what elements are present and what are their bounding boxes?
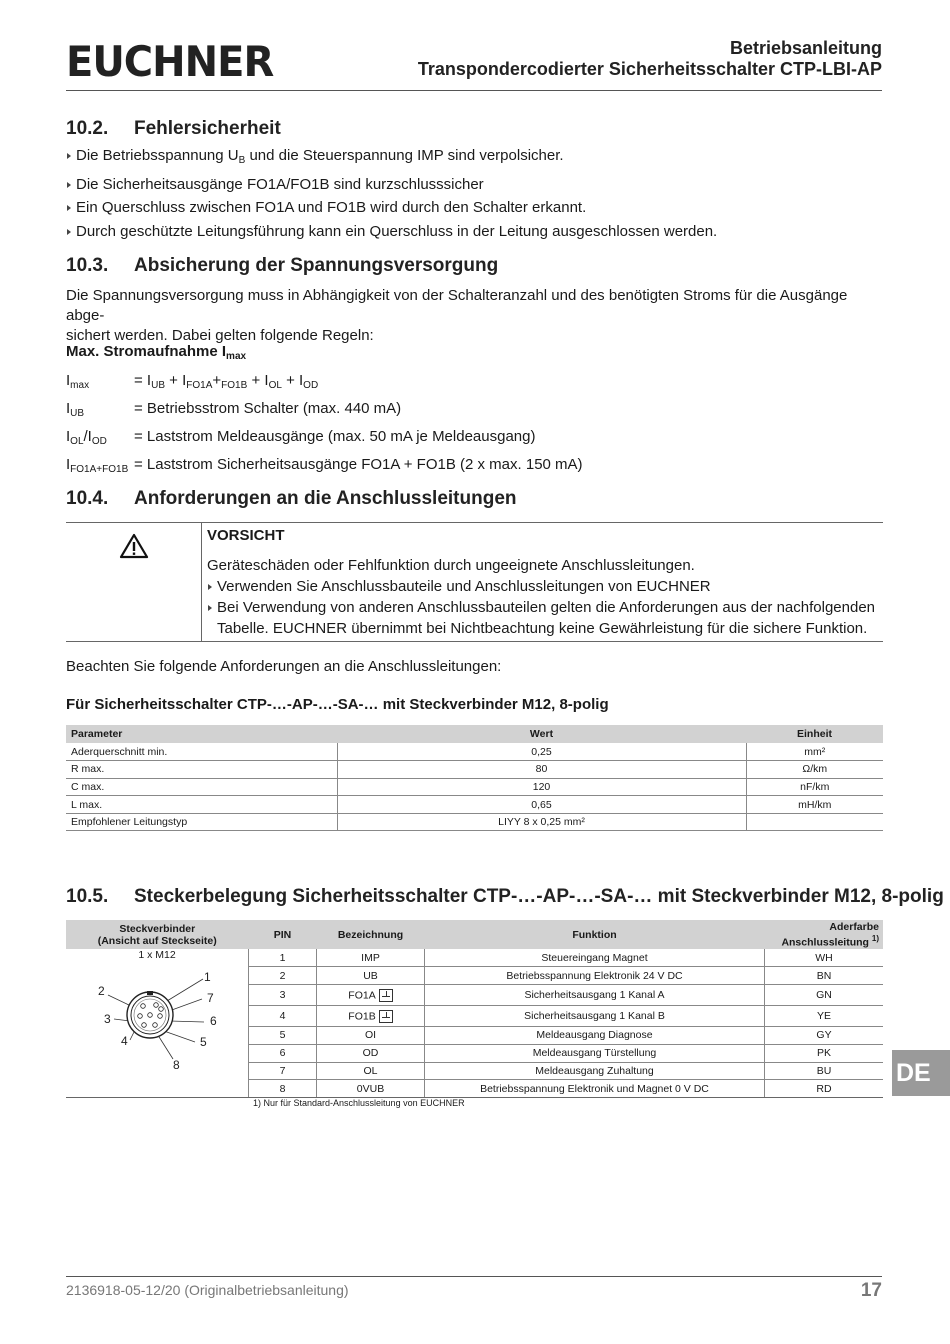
- funktion-cell: Meldeausgang Diagnose: [425, 1027, 765, 1045]
- paragraph-line: sichert werden. Dabei gelten folgende Regeln:: [66, 327, 374, 344]
- section-10-3-heading: [66, 255, 498, 277]
- pin-cell: 6: [249, 1044, 317, 1062]
- formula-symbol: $I_{FO1A+FO1B}$: [66, 456, 129, 475]
- funktion-cell: Sicherheitsausgang 1 Kanal A: [425, 985, 765, 1006]
- pin-label: 6: [210, 1014, 217, 1028]
- heading-text: Max. Stromaufnahme I: [66, 343, 227, 360]
- caution-icon-cell: [66, 523, 202, 641]
- pin-label: 4: [121, 1034, 128, 1048]
- bezeichnung-text: FO1A: [348, 988, 376, 1001]
- pin-label: 5: [200, 1035, 207, 1049]
- column-header-bezeichnung: Bezeichnung: [317, 920, 425, 949]
- table-cell: 80: [337, 761, 746, 779]
- table-cell: Ω/km: [746, 761, 883, 779]
- supply-paragraph: [66, 286, 886, 346]
- column-header-pin: PIN: [249, 920, 317, 949]
- header-line: (Ansicht auf Steckseite): [97, 934, 217, 947]
- table-cell: R max.: [66, 761, 337, 779]
- document-title-line1: Betriebsanleitung: [729, 38, 882, 58]
- bezeichnung-cell: [317, 985, 425, 1006]
- m12-connector-diagram: [70, 965, 244, 1085]
- caution-intro: Geräteschäden oder Fehlfunktion durch ungeeignete Anschlussleitungen.: [207, 557, 695, 574]
- table-cell: [746, 813, 883, 831]
- section-10-5-heading: [66, 886, 944, 908]
- caution-item: [207, 597, 883, 639]
- header-line: Steckverbinder: [119, 922, 196, 935]
- aderfarbe-cell: YE: [765, 1006, 884, 1027]
- table-cell: nF/km: [746, 778, 883, 796]
- header-divider: [66, 90, 882, 91]
- header-line: Anschlussleitung $^{1)}$: [781, 933, 879, 949]
- subscript: max: [226, 351, 247, 362]
- table-row: [66, 743, 883, 761]
- list-item: Die Sicherheitsausgänge FO1A/FO1B sind kurzschlusssicher: [66, 173, 717, 197]
- bezeichnung-cell: OD: [317, 1044, 425, 1062]
- table-cell: 120: [337, 778, 746, 796]
- section-number: 10.3.: [66, 255, 109, 276]
- document-number: 2136918-05-12/20 (Originalbetriebsanleitung): [66, 1282, 349, 1298]
- table-cell: mm²: [746, 743, 883, 761]
- table-row: [66, 796, 883, 814]
- bezeichnung-text: FO1B: [348, 1009, 376, 1022]
- funktion-cell: Meldeausgang Türstellung: [425, 1044, 765, 1062]
- list-item: Ein Querschluss zwischen FO1A und FO1B wird durch den Schalter erkannt.: [66, 196, 717, 220]
- aderfarbe-cell: RD: [765, 1080, 884, 1098]
- section-title: Anforderungen an die Anschlussleitungen: [134, 488, 517, 509]
- table-footnote: 1) Nur für Standard-Anschlussleitung von EUCHNER: [253, 1098, 465, 1108]
- pin-label: 8: [173, 1058, 180, 1072]
- cable-requirements-note: Beachten Sie folgende Anforderungen an die Anschlussleitungen:: [66, 658, 502, 675]
- warning-triangle-icon: [119, 533, 149, 559]
- list-text: und die Steuerspannung IMP sind verpolsicher.: [245, 147, 564, 164]
- funktion-cell: Betriebsspannung Elektronik und Magnet 0 V DC: [425, 1080, 765, 1098]
- formula-definition: = Betriebsstrom Schalter (max. 440 mA): [134, 400, 402, 417]
- table-cell: LIYY 8 x 0,25 mm²: [337, 813, 746, 831]
- pin-cell: 3: [249, 985, 317, 1006]
- section-number: 10.4.: [66, 488, 109, 509]
- table-row: [66, 813, 883, 831]
- list-text: Die Betriebsspannung U: [76, 147, 239, 164]
- funktion-cell: Sicherheitsausgang 1 Kanal B: [425, 1006, 765, 1027]
- section-title: Fehlersicherheit: [134, 118, 281, 139]
- caution-content: [207, 523, 883, 639]
- caution-item-line: Bei Verwendung von anderen Anschlussbauteilen gelten die Anforderungen aus der nachfolgenden: [217, 599, 876, 616]
- column-header-connector: [66, 920, 249, 949]
- table-cell: 0,25: [337, 743, 746, 761]
- connector-cell: [66, 949, 249, 1098]
- section-10-4-heading: [66, 488, 517, 510]
- formula-definition: = Laststrom Meldeausgänge (max. 50 mA je Meldeausgang): [134, 428, 536, 445]
- funktion-cell: Meldeausgang Zuhaltung: [425, 1062, 765, 1080]
- formula-symbol: $I_{max}$: [66, 372, 90, 391]
- table-row: [66, 778, 883, 796]
- language-tab: DE: [892, 1050, 950, 1096]
- bezeichnung-cell: UB: [317, 967, 425, 985]
- pin-label: 1: [204, 970, 211, 984]
- pin-cell: 4: [249, 1006, 317, 1027]
- bezeichnung-cell: [317, 1006, 425, 1027]
- pin-cell: 2: [249, 967, 317, 985]
- table-header-row: [66, 920, 883, 949]
- aderfarbe-cell: BN: [765, 967, 884, 985]
- caution-box: [66, 522, 883, 642]
- cable-requirements-table: [66, 725, 883, 831]
- table-header-row: [66, 725, 883, 743]
- formula-definition: = Laststrom Sicherheitsausgänge FO1A + FO1B (2 x max. 150 mA): [134, 456, 583, 473]
- table-cell: C max.: [66, 778, 337, 796]
- column-header: Einheit: [746, 725, 883, 743]
- pin-cell: 1: [249, 949, 317, 967]
- column-header-funktion: Funktion: [425, 920, 765, 949]
- table-cell: mH/km: [746, 796, 883, 814]
- pin-assignment-table: [66, 920, 883, 1098]
- euchner-logo: EUCHNER: [66, 38, 274, 87]
- section-number: 10.2.: [66, 118, 109, 139]
- paragraph-line: Die Spannungsversorgung muss in Abhängigkeit von der Schalteranzahl und des benötigten Stroms für die Ausgänge abge-: [66, 287, 848, 324]
- pin-label: 2: [98, 984, 105, 998]
- pin-cell: 5: [249, 1027, 317, 1045]
- header-line: Aderfarbe: [829, 920, 879, 933]
- table-row: [66, 949, 883, 967]
- column-header: Parameter: [66, 725, 337, 743]
- safety-output-symbol-icon: [379, 1010, 393, 1023]
- funktion-cell: Steuereingang Magnet: [425, 949, 765, 967]
- cable-table-title: Für Sicherheitsschalter CTP-…-AP-…-SA-… mit Steckverbinder M12, 8-polig: [66, 696, 609, 713]
- section-title: Steckerbelegung Sicherheitsschalter CTP-…-AP-…-SA-… mit Steckverbinder M12, 8-polig: [134, 886, 944, 907]
- safety-output-symbol-icon: [379, 989, 393, 1002]
- pin-label: 7: [207, 991, 214, 1005]
- bezeichnung-cell: OL: [317, 1062, 425, 1080]
- document-title: [418, 38, 882, 80]
- caution-item: Verwenden Sie Anschlussbauteile und Anschlussleitungen von EUCHNER: [207, 576, 883, 597]
- table-row: [66, 761, 883, 779]
- caution-title: VORSICHT: [207, 527, 285, 544]
- section-number: 10.5.: [66, 886, 109, 907]
- aderfarbe-cell: GY: [765, 1027, 884, 1045]
- aderfarbe-cell: BU: [765, 1062, 884, 1080]
- page-number: 17: [860, 1280, 882, 1301]
- formula-definition: = $I_{UB} + I_{FO1A}+_{FO1B} + I_{OL} + I_{OD}$: [134, 372, 319, 391]
- max-current-heading: [66, 343, 246, 362]
- list-item: Durch geschützte Leitungsführung kann ein Querschluss in der Leitung ausgeschlossen werden.: [66, 220, 717, 244]
- bezeichnung-cell: 0VUB: [317, 1080, 425, 1098]
- bezeichnung-cell: OI: [317, 1027, 425, 1045]
- section-10-2-heading: [66, 118, 281, 140]
- funktion-cell: Betriebsspannung Elektronik 24 V DC: [425, 967, 765, 985]
- pin-cell: 8: [249, 1080, 317, 1098]
- footnote-marker: 1): [871, 933, 879, 943]
- subscript: B: [238, 155, 246, 166]
- aderfarbe-cell: GN: [765, 985, 884, 1006]
- formula-symbol: $I_{OL}/I_{OD}$: [66, 428, 107, 447]
- footer-divider: [66, 1276, 882, 1277]
- table-cell: Empfohlener Leitungstyp: [66, 813, 337, 831]
- column-header: Wert: [337, 725, 746, 743]
- pin-label: 3: [104, 1012, 111, 1026]
- caution-item-line: Tabelle. EUCHNER übernimmt bei Nichtbeachtung keine Gewährleistung für die sichere Funktion.: [217, 620, 868, 637]
- fehlersicherheit-list: [66, 144, 717, 243]
- formula-symbol: $I_{UB}$: [66, 400, 85, 419]
- document-title-line2: Transpondercodierter Sicherheitsschalter CTP-LBI-AP: [417, 59, 882, 79]
- table-cell: L max.: [66, 796, 337, 814]
- table-cell: Aderquerschnitt min.: [66, 743, 337, 761]
- column-header-aderfarbe: [765, 920, 884, 949]
- bezeichnung-cell: IMP: [317, 949, 425, 967]
- list-item: [66, 144, 717, 173]
- pin-cell: 7: [249, 1062, 317, 1080]
- table-cell: 0,65: [337, 796, 746, 814]
- aderfarbe-cell: WH: [765, 949, 884, 967]
- section-title: Absicherung der Spannungsversorgung: [134, 255, 499, 276]
- connector-label: 1 x M12: [138, 949, 176, 961]
- aderfarbe-cell: PK: [765, 1044, 884, 1062]
